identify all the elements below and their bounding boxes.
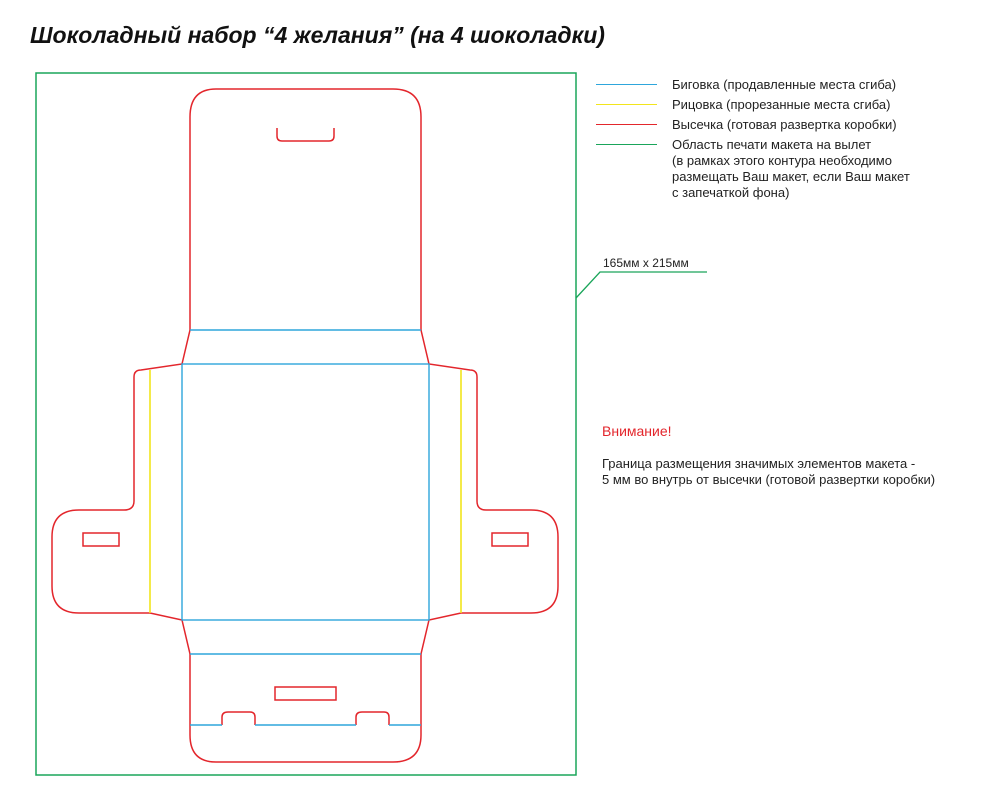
legend-label-die-cut: Высечка (готовая развертка коробки) bbox=[672, 117, 897, 132]
legend-label-crease: Биговка (продавленные места сгиба) bbox=[672, 77, 897, 92]
warning-title: Внимание! bbox=[602, 423, 672, 439]
legend-swatch-die-cut bbox=[596, 124, 657, 125]
legend bbox=[596, 77, 910, 201]
crease-box-main bbox=[182, 364, 429, 620]
right-flap-slot bbox=[492, 533, 528, 546]
top-handle-slot bbox=[277, 128, 334, 141]
legend-item-perforation bbox=[596, 97, 910, 117]
perforation-lines bbox=[150, 370, 461, 613]
right-locking-tab bbox=[356, 712, 389, 725]
legend-swatch-perforation bbox=[596, 104, 657, 105]
legend-item-bleed bbox=[596, 137, 910, 201]
bottom-panel-slot bbox=[275, 687, 336, 700]
page-title: Шоколадный набор “4 желания” (на 4 шоколадки) bbox=[30, 22, 605, 48]
legend-swatch-bleed bbox=[596, 144, 657, 145]
warning-text: Граница размещения значимых элементов макета - 5 мм во внутрь от высечки (готовой развертки коробки) bbox=[602, 456, 936, 487]
crease-lines bbox=[182, 330, 429, 725]
left-locking-tab bbox=[222, 712, 255, 725]
bleed-area-outline bbox=[36, 73, 576, 775]
dimension-leader-line bbox=[576, 272, 707, 298]
left-flap-slot bbox=[83, 533, 119, 546]
legend-item-die-cut bbox=[596, 117, 910, 137]
die-cut-outline bbox=[52, 89, 558, 762]
legend-swatch-crease bbox=[596, 84, 657, 85]
legend-label-perforation: Рицовка (прорезанные места сгиба) bbox=[672, 97, 891, 112]
legend-label-bleed: Область печати макета на вылет (в рамках этого контура необходимо размещать Ваш макет, если Ваш макет с запечаткой фона) bbox=[672, 137, 910, 200]
dimensions-label: 165мм x 215мм bbox=[603, 256, 689, 270]
legend-item-crease bbox=[596, 77, 910, 97]
